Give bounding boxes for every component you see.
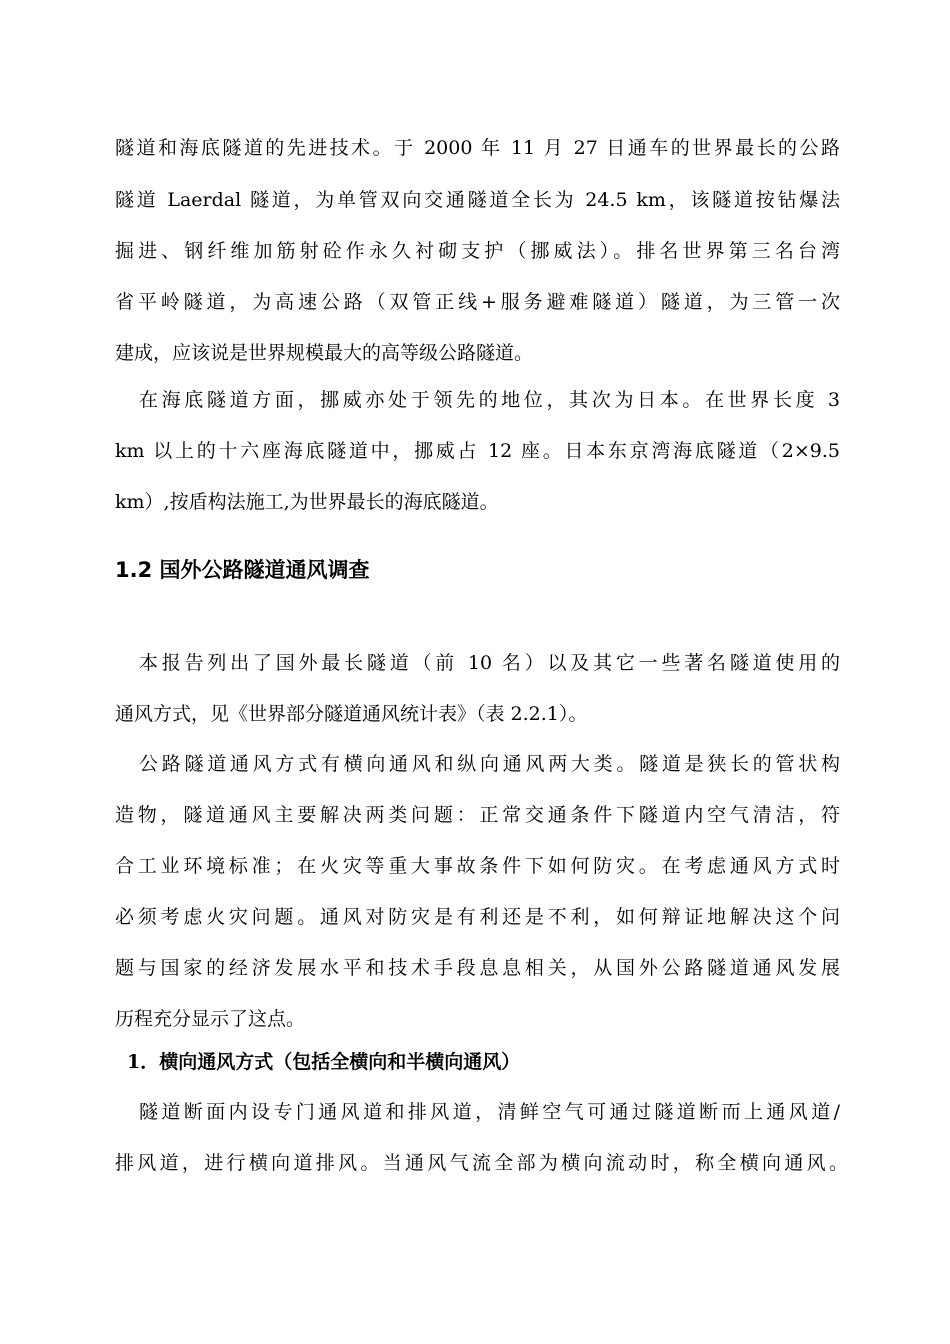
paragraph-line: 通风方式，见《世界部分隧道通风统计表》（表 2.2.1）。 [115, 703, 588, 725]
paragraph-line: 合工业环境标准；在火灾等重大事故条件下如何防灾。在考虑通风方式时 [115, 855, 840, 877]
paragraph-line: 建成，应该说是世界规模最大的高等级公路隧道。 [115, 342, 534, 364]
paragraph-line: km 以上的十六座海底隧道中，挪威占 12 座。日本东京湾海底隧道（2×9.5 [115, 440, 840, 462]
paragraph-line: 隧道断面内设专门通风道和排风道，清鲜空气可通过隧道断而上通风道/ [139, 1101, 840, 1123]
paragraph-line: km）,按盾构法施工,为世界最长的海底隧道。 [115, 491, 499, 513]
paragraph-line: 隧道和海底隧道的先进技术。于 2000 年 11 月 27 日通车的世界最长的公路 [115, 137, 840, 159]
paragraph-line: 题与国家的经济发展水平和技术手段息息相关，从国外公路隧道通风发展 [115, 957, 840, 979]
paragraph-line: 必须考虑火灾问题。通风对防灾是有利还是不利，如何辩证地解决这个问 [115, 906, 840, 928]
paragraph-line: 本报告列出了国外最长隧道（前 10 名）以及其它一些著名隧道使用的 [139, 652, 840, 674]
paragraph-line: 隧道 Laerdal 隧道，为单管双向交通隧道全长为 24.5 km，该隧道按钻爆法 [115, 189, 840, 211]
paragraph-line: 掘进、钢纤维加筋射砼作永久衬砌支护（挪威法）。排名世界第三名台湾 [115, 240, 840, 262]
paragraph-line: 公路隧道通风方式有横向通风和纵向通风两大类。隧道是狭长的管状构 [139, 753, 840, 775]
paragraph-line: 省平岭隧道，为高速公路（双管正线+服务避难隧道）隧道，为三管一次 [115, 291, 840, 313]
subheading: 1．横向通风方式（包括全横向和半横向通风） [127, 1051, 521, 1073]
paragraph-line: 历程充分显示了这点。 [115, 1008, 306, 1030]
paragraph-line: 排风道，进行横向道排风。当通风气流全部为横向流动时，称全横向通风。 [115, 1152, 848, 1174]
paragraph-line: 在海底隧道方面，挪威亦处于领先的地位，其次为日本。在世界长度 3 [139, 389, 840, 411]
section-heading: 1.2 国外公路隧道通风调查 [115, 558, 370, 582]
paragraph-line: 造物，隧道通风主要解决两类问题：正常交通条件下隧道内空气清洁，符 [115, 804, 840, 826]
